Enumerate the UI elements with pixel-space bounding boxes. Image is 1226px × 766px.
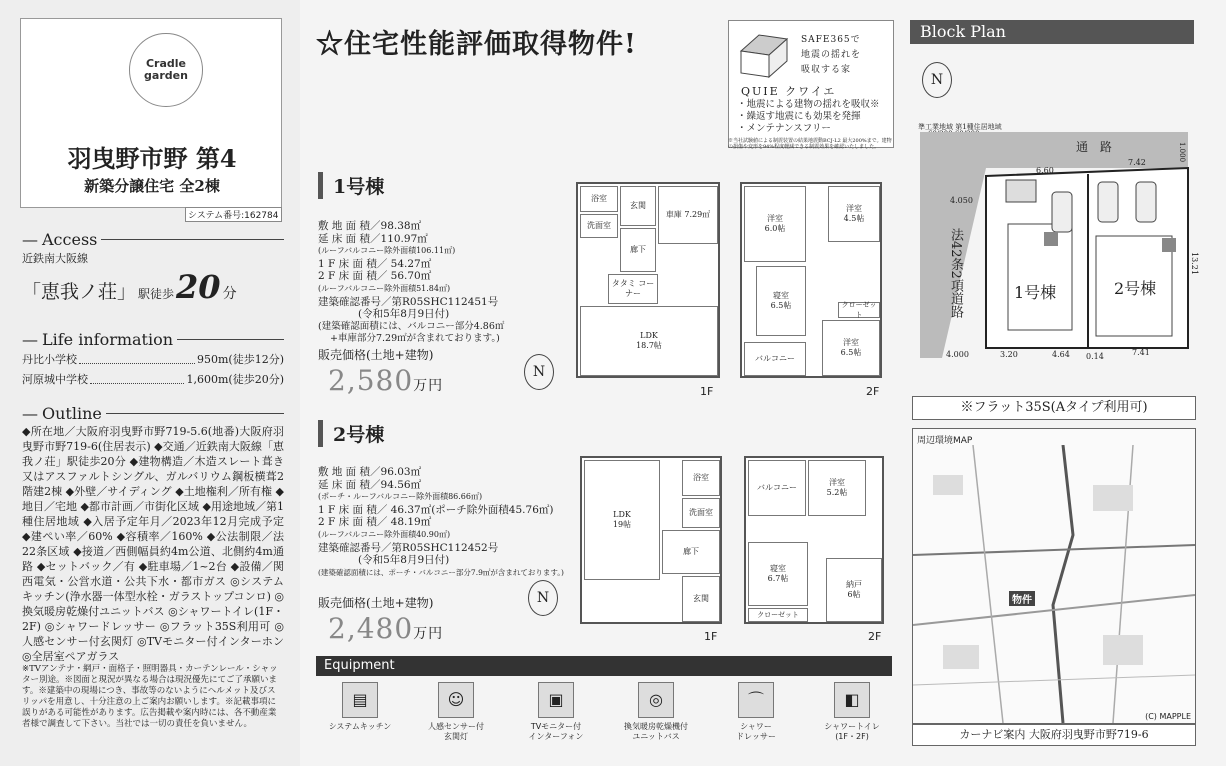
road-west-label: 法42条2項道路 <box>948 228 963 318</box>
school-distance: 950m(徒歩12分) <box>196 353 284 366</box>
spec-line: 敷 地 面 積／98.38㎡ <box>318 220 422 232</box>
block-plan-heading: Block Plan <box>910 20 1194 44</box>
toilet-icon: ◧ <box>834 682 870 718</box>
flat35-note: ※フラット35S(Aタイプ利用可) <box>912 396 1196 420</box>
person-icon: ☺ <box>438 682 474 718</box>
house-icon <box>737 29 791 79</box>
life-item <box>22 372 284 388</box>
spec-line: (ルーフバルコニー除外面積40.90㎡) <box>318 529 451 539</box>
equipment-heading: Equipment <box>316 656 892 676</box>
safe365-bullets <box>737 99 880 135</box>
equip-intercom <box>514 682 598 742</box>
dim-label: 13.21 <box>1190 252 1199 275</box>
safe365-brand: QUIE クワイエ <box>741 85 837 98</box>
spec-line: (ルーフバルコニー除外面積51.84㎡) <box>318 283 451 293</box>
map-copyright: (C) MAPPLE <box>1145 712 1191 721</box>
logo-text-2: garden <box>144 69 188 82</box>
headline: ☆住宅性能評価取得物件! <box>316 29 637 60</box>
room-washroom: 洗面室 <box>682 498 720 528</box>
room-entrance: 玄関 <box>620 186 656 226</box>
safe365-note: ※当社試験値による制震装置の結果地震動BCJ-L2 最大200%まで。建物の損傷や変形を94%程度軽減できる制震効果を確認いたしました。 <box>728 138 892 150</box>
house1-price-value: 2,580 <box>328 364 414 397</box>
walk-minutes: 20 <box>176 268 221 306</box>
lot-2-label: 2号棟 <box>1114 279 1157 298</box>
room-bedroom: 寝室 6.7帖 <box>748 542 808 606</box>
equip-bath-dryer <box>614 682 698 742</box>
intercom-icon: ▣ <box>538 682 574 718</box>
room-western-3: 洋室 6.5帖 <box>822 320 880 376</box>
house2-price-label: 販売価格(土地+建物) <box>318 596 434 610</box>
road-north-label: 通 路 <box>1076 140 1116 154</box>
spec-line: 1 F 床 面 積／ 54.27㎡ <box>318 257 432 270</box>
walk-unit: 分 <box>222 286 237 302</box>
spec-line: 延 床 面 積／110.97㎡ <box>318 232 428 245</box>
dim-label: 3.20 <box>1000 350 1018 359</box>
house1-price-label: 販売価格(土地+建物) <box>318 348 434 362</box>
dim-label: 1.000 <box>1178 142 1186 163</box>
safe365-line2: 地震の揺れを <box>801 50 862 60</box>
room-tatami: タタミ コーナー <box>608 274 658 304</box>
dim-label: 7.42 <box>1128 158 1146 167</box>
room-western-1: 洋室 6.0帖 <box>744 186 806 262</box>
house2-price-unit: 万円 <box>413 626 444 642</box>
room-entrance: 玄関 <box>682 576 720 622</box>
north-arrow-icon: N <box>528 580 558 616</box>
north-arrow-icon: N <box>922 62 952 98</box>
north-arrow-icon: N <box>524 354 554 390</box>
safe365-tagline <box>801 33 861 78</box>
spec-line: 2 F 床 面 積／ 56.70㎡ <box>318 270 432 283</box>
room-closet: クローゼット <box>838 302 880 318</box>
equip-label: シャワー ドレッサー <box>736 722 776 741</box>
room-bedroom: 寝室 6.5帖 <box>756 266 806 336</box>
room-closet: クローゼット <box>748 608 808 622</box>
equip-label: TVモニター付 インターフォン <box>528 722 584 741</box>
safe365-box <box>728 20 894 148</box>
dim-label: 6.60 <box>1036 166 1054 175</box>
access-line: 近鉄南大阪線 <box>22 252 88 265</box>
area-map <box>912 428 1196 724</box>
dim-label: 4.000 <box>946 350 969 359</box>
spec-line: (建築確認面積には、ポーチ・バルコニー部分7.9㎡が含まれております。) <box>318 567 564 577</box>
spec-line: 1 F 床 面 積／ 46.37㎡(ポーチ除外面積45.76㎡) <box>318 503 554 516</box>
shower-icon: ⌒ <box>738 682 774 718</box>
spec-line: 2 F 床 面 積／ 48.19㎡ <box>318 516 432 529</box>
room-western-2: 洋室 4.5帖 <box>828 186 880 242</box>
life-list <box>22 352 284 388</box>
spec-line: +車庫部分7.29㎡が含まれております。) <box>330 333 500 345</box>
map-roads <box>913 445 1195 723</box>
equip-sensor-light <box>414 682 498 742</box>
room-garage: 車庫 7.29㎡ <box>658 186 718 244</box>
brand-logo <box>129 33 203 107</box>
room-balcony: バルコニー <box>748 460 806 516</box>
spec-line: (令和5年8月9日付) <box>358 308 450 321</box>
house1-floorplan-2f <box>740 182 882 378</box>
life-heading-text: Life information <box>42 330 174 349</box>
house2-label: 2号棟 <box>318 420 384 447</box>
house1-floorplan-1f <box>576 182 720 378</box>
safe365-line3: 吸収する家 <box>801 65 852 75</box>
room-ldk: LDK 18.7帖 <box>580 306 718 376</box>
house2-floorplan-2f <box>744 456 884 624</box>
dryer-icon: ◎ <box>638 682 674 718</box>
lot-1-label: 1号棟 <box>1014 283 1057 302</box>
access-heading: — Access <box>22 230 284 249</box>
floor-label: 2F <box>868 630 882 643</box>
safe365-title: SAFE365で <box>801 35 861 45</box>
access-heading-text: Access <box>42 230 98 249</box>
dim-label: 7.41 <box>1132 348 1150 357</box>
room-storage: 納戸 6帖 <box>826 558 882 622</box>
bullet: ・メンテナンスフリー <box>737 123 831 134</box>
room-bath: 浴室 <box>682 460 720 496</box>
floor-label: 2F <box>866 385 880 398</box>
outline-heading: — Outline <box>22 404 284 423</box>
house2-price <box>328 612 443 645</box>
zone-note: 準工業地域 第1種住居地域 <box>918 123 1002 131</box>
school-name: 河原城中学校 <box>22 372 88 386</box>
walk-prefix: 駅徒歩 <box>138 287 175 301</box>
bullet: ・地震による建物の揺れを吸収※ <box>737 99 880 110</box>
house2-floorplan-1f <box>580 456 722 624</box>
house1-price <box>328 364 443 397</box>
room-balcony: バルコニー <box>744 342 806 376</box>
spec-line: 建築確認番号／第R05SHC112452号 <box>318 541 499 554</box>
equip-shower-dresser <box>714 682 798 742</box>
station-name: 「恵我ノ荘」 <box>22 281 137 303</box>
house2-specs <box>318 466 564 579</box>
map-title: 周辺環境MAP <box>917 436 973 446</box>
dim-label: 4.050 <box>950 196 973 205</box>
equip-kitchen <box>318 682 402 732</box>
room-bath: 浴室 <box>580 186 618 212</box>
house1-specs <box>318 220 504 346</box>
logo-text-1: Cradle <box>145 56 187 70</box>
floor-label: 1F <box>704 630 718 643</box>
outline-text: ◆所在地／大阪府羽曳野市野719-5.6(地番)大阪府羽曳野市野719-6(住居表示) ◆交通／近鉄南大阪線「恵我ノ荘」駅徒歩20分 ◆建物構造／木造スレート葺き又はアスファルトシングル、ガルバリウム鋼板横葺2階建2棟 ◆外壁／サイディング ◆土地権利／所有権 ◆地目／宅地 ◆都市計画／市街化区域 ◆用途地域／第1種住居地域 ◆入居予定年月／2023年12月完成予定 ◆建ぺい率／60% ◆容積率／160% ◆公法制限／法22条区域 ◆接道／西側幅員約4m公道、北側約4m通路 ◆セットバック／有 ◆駐車場／1~2台 ◆設備／関西電気・公営水道・公共下水・都市ガス ◎システムキッチン(浄水器一体型水栓・ガラストップコンロ) ◎換気暖房乾燥付ユニットバス ◎シャワートイレ(1F・2F) ◎シャワードレッサー ◎フラット35S利用可 ◎人感センサー付玄関灯 ◎TVモニター付インターホン ◎全居室ペアガラス <box>22 425 284 663</box>
spec-line: (ルーフバルコニー除外面積106.11㎡) <box>318 246 456 256</box>
equip-label: シャワートイレ (1F・2F) <box>824 722 880 741</box>
spec-line: (令和5年8月9日付) <box>358 554 450 567</box>
room-ldk: LDK 19帖 <box>584 460 660 580</box>
house1-price-unit: 万円 <box>413 378 444 394</box>
school-distance: 1,600m(徒歩20分) <box>186 372 284 386</box>
room-western: 洋室 5.2帖 <box>808 460 866 516</box>
outline-heading-text: Outline <box>42 404 102 423</box>
property-subtitle: 新築分譲住宅 全2棟 <box>84 177 220 195</box>
house1-label: 1号棟 <box>318 172 384 199</box>
school-name: 丹比小学校 <box>22 353 77 366</box>
equip-label: 換気暖房乾燥機付 ユニットバス <box>624 722 688 741</box>
room-washroom: 洗面室 <box>580 214 618 238</box>
room-hall: 廊下 <box>662 530 720 574</box>
car-navi-address: カーナビ案内 大阪府羽曳野市野719-6 <box>912 724 1196 746</box>
dim-label: 4.64 <box>1052 350 1070 359</box>
logo-card <box>20 18 282 208</box>
life-heading: — Life information <box>22 330 284 349</box>
left-panel <box>0 0 300 766</box>
spec-line: (ポーチ・ルーフバルコニー除外面積86.66㎡) <box>318 492 483 502</box>
equip-label: 人感センサー付 玄関灯 <box>428 722 484 741</box>
floor-label: 1F <box>700 385 714 398</box>
spec-line: (建築確認面積には、バルコニー部分4.86㎡ <box>318 320 505 332</box>
equip-shower-toilet <box>810 682 894 742</box>
kitchen-icon: ▤ <box>342 682 378 718</box>
spec-line: 延 床 面 積／94.56㎡ <box>318 478 422 491</box>
spec-line: 敷 地 面 積／96.03㎡ <box>318 466 422 478</box>
house2-price-value: 2,480 <box>328 612 414 645</box>
map-property-marker: 物件 <box>1009 591 1035 606</box>
system-number: システム番号:162784 <box>185 207 282 222</box>
life-item <box>22 352 284 368</box>
property-title: 羽曳野市野 第4 <box>67 144 237 173</box>
outline-note: ※TVアンテナ・網戸・面格子・照明器具・カーテンレール・シャッター別途。※図面と現況が異なる場合は現況優先にてご了承願います。※建築中の現場につき、事故等のないようにヘルメット及びスリッパを用意し、十分注意の上ご案内お願いします。※記載事項に誤りがある可能性があります。広告掲載や案内時には、各不動産業者様で調査して下さい。当社では一切の責任を負いません。 <box>22 664 278 729</box>
spec-line: 建築確認番号／第R05SHC112451号 <box>318 295 499 308</box>
access-station-row <box>22 268 237 306</box>
dim-label: 0.14 <box>1086 352 1104 361</box>
equip-label: システムキッチン <box>328 722 392 731</box>
room-hall: 廊下 <box>620 228 656 272</box>
bullet: ・繰返す地震にも効果を発揮 <box>737 111 861 122</box>
